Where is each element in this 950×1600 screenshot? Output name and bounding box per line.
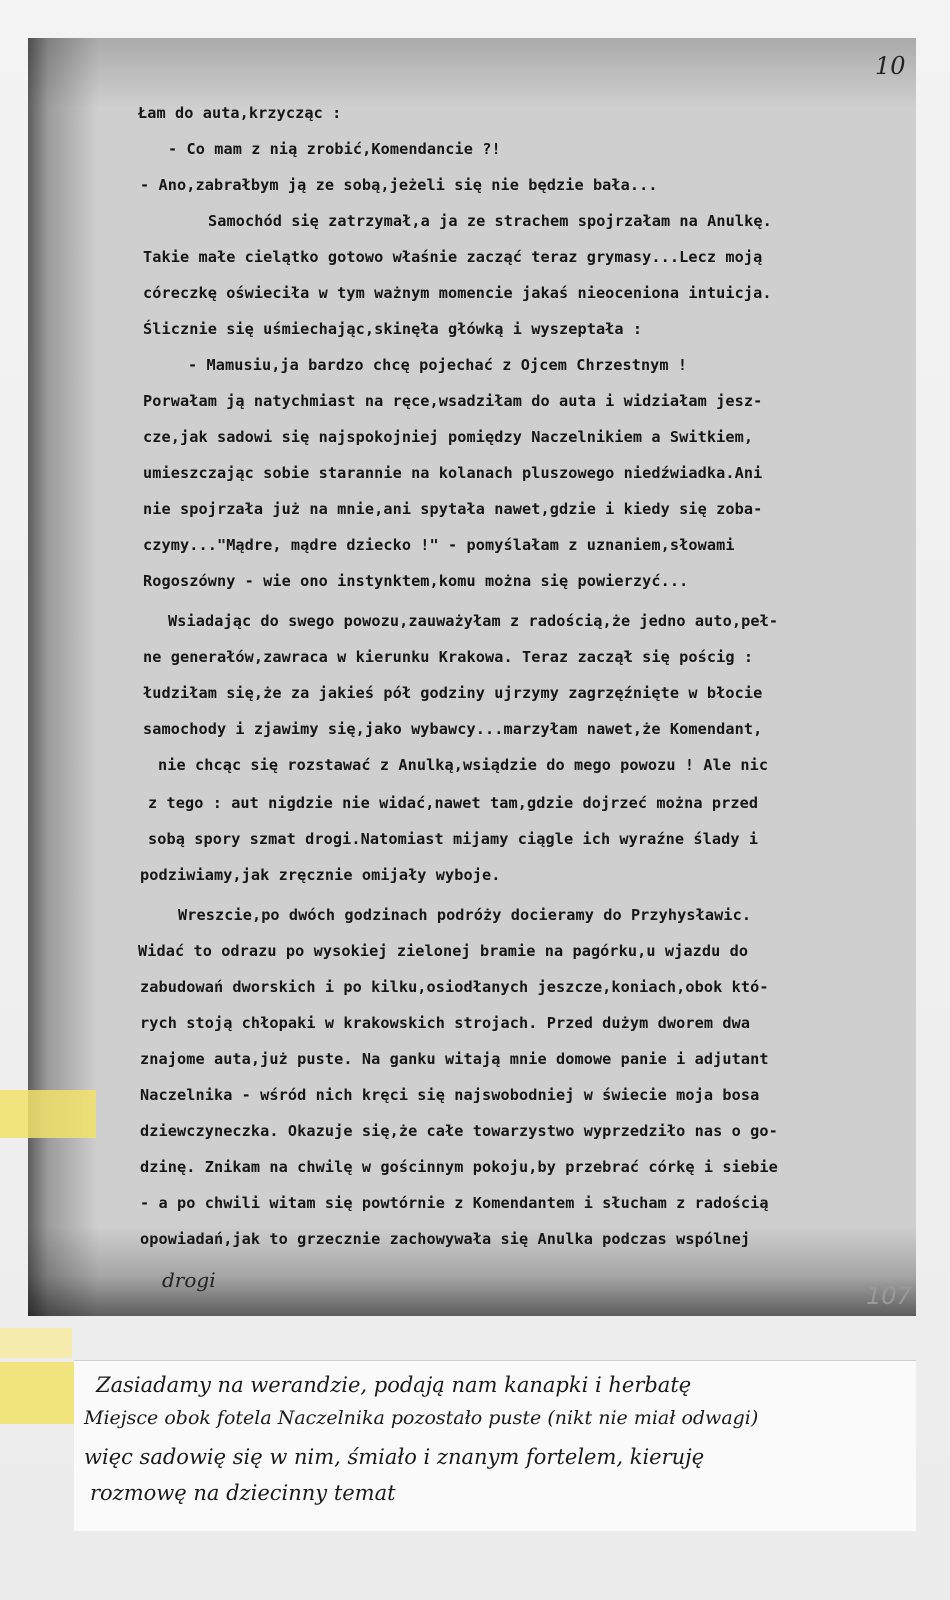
typed-line: znajome auta,już puste. Na ganku witają mnie domowe panie i adjutant bbox=[140, 1050, 769, 1068]
typed-line: zabudowań dworskich i po kilku,osiodłanych jeszcze,koniach,obok któ- bbox=[140, 978, 769, 996]
archive-number: 107 bbox=[866, 1282, 912, 1310]
handwritten-note-line: Zasiadamy na werandzie, podają nam kanapki i herbatę bbox=[96, 1373, 692, 1397]
typed-line: podziwiamy,jak zręcznie omijały wyboje. bbox=[140, 866, 501, 884]
typed-line: - Mamusiu,ja bardzo chcę pojechać z Ojcem Chrzestnym ! bbox=[188, 356, 688, 374]
typed-line: rych stoją chłopaki w krakowskich strojach. Przed dużym dworem dwa bbox=[140, 1014, 751, 1032]
typed-line: nie chcąc się rozstawać z Anulką,wsiądzie do mego powozu ! Ale nic bbox=[158, 756, 769, 774]
typed-line: ne generałów,zawraca w kierunku Krakowa. Teraz zaczął się pościg : bbox=[143, 648, 754, 666]
yellow-tape bbox=[0, 1328, 72, 1358]
typed-line: Widać to odrazu po wysokiej zielonej bramie na pagórku,u wjazdu do bbox=[138, 942, 749, 960]
handwritten-note-line: rozmowę na dziecinny temat bbox=[90, 1481, 396, 1505]
typed-line: cze,jak sadowi się najspokojniej pomiędzy Naczelnikiem a Switkiem, bbox=[143, 428, 754, 446]
typed-line: Wsiadając do swego powozu,zauważyłam z radością,że jedno auto,peł- bbox=[168, 612, 779, 630]
typed-line: opowiadań,jak to grzecznie zachowywała się Anulka podczas wspólnej bbox=[140, 1230, 751, 1248]
typed-line: z tego : aut nigdzie nie widać,nawet tam,gdzie dojrzeć można przed bbox=[148, 794, 759, 812]
typed-line: łudziłam się,że za jakieś pół godziny ujrzymy zagrzęźnięte w błocie bbox=[143, 684, 763, 702]
typed-line: umieszczając sobie starannie na kolanach pluszowego niedźwiadka.Ani bbox=[143, 464, 763, 482]
typed-line: Wreszcie,po dwóch godzinach podróży docieramy do Przyhysławic. bbox=[178, 906, 752, 924]
typed-line: sobą spory szmat drogi.Natomiast mijamy ciągle ich wyraźne ślady i bbox=[148, 830, 759, 848]
handwritten-word: drogi bbox=[162, 1268, 216, 1292]
typed-line: - Co mam z nią zrobić,Komendancie ?! bbox=[168, 140, 501, 158]
typed-line: Naczelnika - wśród nich kręci się najswobodniej w świecie moja bosa bbox=[140, 1086, 760, 1104]
typed-line: Ślicznie się uśmiechając,skinęła główką i wyszeptała : bbox=[143, 320, 643, 338]
typed-line: - Ano,zabrałbym ją ze sobą,jeżeli się nie będzie bała... bbox=[140, 176, 658, 194]
typed-line: nie spojrzała już na mnie,ani spytała nawet,gdzie i kiedy się zoba- bbox=[143, 500, 763, 518]
yellow-tape bbox=[0, 1090, 96, 1138]
typed-line: Takie małe cielątko gotowo właśnie zacząć teraz grymasy...Lecz moją bbox=[143, 248, 763, 266]
typed-line: Rogoszówny - wie ono instynktem,komu można się powierzyć... bbox=[143, 572, 689, 590]
handwritten-note-card bbox=[74, 1360, 916, 1531]
typed-line: Łam do auta,krzycząc : bbox=[138, 104, 342, 122]
typed-line: samochody i zjawimy się,jako wybawcy...marzyłam nawet,że Komendant, bbox=[143, 720, 763, 738]
typed-line: dziewczyneczka. Okazuje się,że całe towarzystwo wyprzedziło nas o go- bbox=[140, 1122, 778, 1140]
typed-line: - a po chwili witam się powtórnie z Komendantem i słucham z radością bbox=[140, 1194, 769, 1212]
typed-line: Samochód się zatrzymał,a ja ze strachem spojrzałam na Anulkę. bbox=[208, 212, 772, 230]
typed-line: czymy..."Mądre, mądre dziecko !" - pomyślałam z uznaniem,słowami bbox=[143, 536, 735, 554]
typed-line: córeczkę oświeciła w tym ważnym momencie jakaś nieoceniona intuicja. bbox=[143, 284, 772, 302]
typed-line: Porwałam ją natychmiast na ręce,wsadziłam do auta i widziałam jesz- bbox=[143, 392, 763, 410]
page-number: 10 bbox=[875, 52, 906, 80]
handwritten-note-line: Miejsce obok fotela Naczelnika pozostało puste (nikt nie miał odwagi) bbox=[84, 1407, 759, 1429]
handwritten-note-line: więc sadowię się w nim, śmiało i znanym fortelem, kieruję bbox=[84, 1445, 705, 1469]
typed-page-scan bbox=[28, 38, 916, 1316]
yellow-tape bbox=[0, 1362, 78, 1424]
typed-line: dzinę. Znikam na chwilę w gościnnym pokoju,by przebrać córkę i siebie bbox=[140, 1158, 778, 1176]
